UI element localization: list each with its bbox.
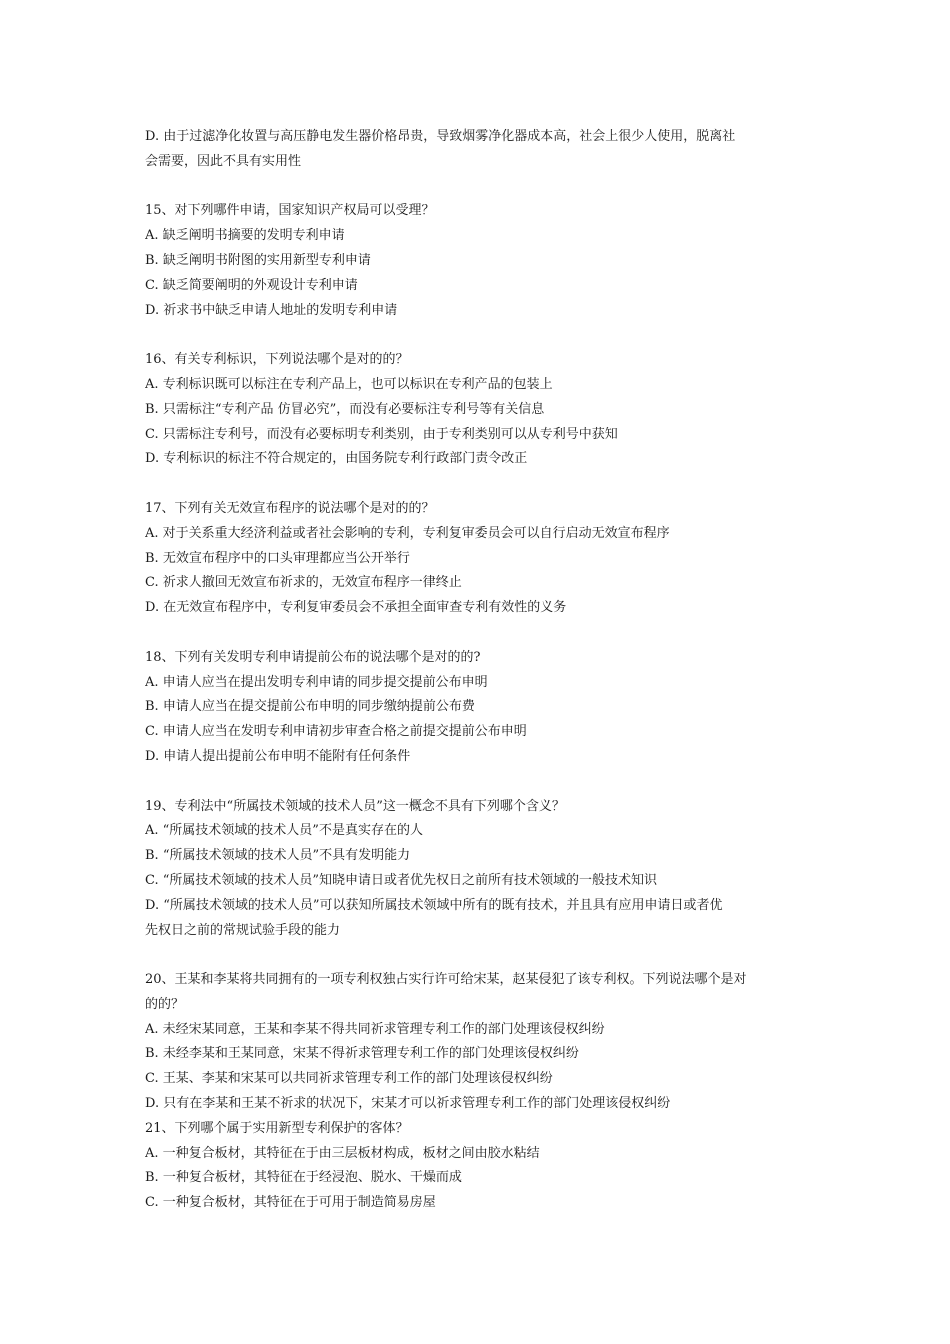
- text-line: 15、对下列哪件申请，国家知识产权局可以受理？: [145, 203, 435, 219]
- text-line: C. 缺乏简要阐明的外观设计专利申请: [145, 277, 358, 293]
- text-line: D. 申请人提出提前公布申明不能附有任何条件: [145, 748, 411, 764]
- text-line: B. 缺乏阐明书附图的实用新型专利申请: [145, 252, 371, 268]
- text-line: 18、下列有关发明专利申请提前公布的说法哪个是对的的?: [145, 649, 481, 665]
- text-line: A. 专利标识既可以标注在专利产品上，也可以标识在专利产品的包装上: [145, 376, 553, 392]
- text-line: C. 只需标注专利号，而没有必要标明专利类别，由于专利类别可以从专利号中获知: [145, 426, 618, 442]
- text-line: 21、下列哪个属于实用新型专利保护的客体？: [145, 1120, 409, 1136]
- text-line: C. 王某、李某和宋某可以共同祈求管理专利工作的部门处理该侵权纠纷: [145, 1071, 553, 1087]
- text-line: 先权日之前的常规试验手段的能力: [145, 922, 341, 938]
- text-line: A. 未经宋某同意，王某和李某不得共同祈求管理专利工作的部门处理该侵权纠纷: [145, 1021, 605, 1037]
- text-line: D. 在无效宣布程序中，专利复审委员会不承担全面审查专利有效性的义务: [145, 600, 567, 616]
- text-line: A. 对于关系重大经济利益或者社会影响的专利，专利复审委员会可以自行启动无效宣布程序: [145, 525, 670, 541]
- paragraph-gap: [145, 175, 810, 200]
- text-line: D. 由于过滤净化妆置与高压静电发生器价格昂贵，导致烟雾净化器成本高，社会上很少人使用，脱离社: [145, 129, 736, 144]
- question-tail: [145, 125, 810, 175]
- paragraph-gap: [145, 770, 810, 795]
- text-line: 16、有关专利标识，下列说法哪个是对的的？: [145, 352, 409, 368]
- text-line: A. 一种复合板材，其特征在于由三层板材构成，板材之间由胶水粘结: [145, 1145, 540, 1161]
- text-line: B. 未经李某和王某同意，宋某不得祈求管理专利工作的部门处理该侵权纠纷: [145, 1046, 579, 1062]
- text-line: 17、下列有关无效宣布程序的说法哪个是对的的？: [145, 500, 435, 516]
- paragraph-gap: [145, 621, 810, 646]
- text-line: 会需要，因此不具有实用性: [145, 153, 302, 169]
- text-line: D. “所属技术领域的技术人员”可以获知所属技术领域中所有的既有技术，并且具有应用申请日或者优: [145, 897, 723, 913]
- text-line: C. 申请人应当在发明专利申请初步审查合格之前提交提前公布申明: [145, 724, 527, 740]
- paragraph-gap: [145, 323, 810, 348]
- text-line: B. “所属技术领域的技术人员”不具有发明能力: [145, 848, 411, 864]
- text-line: B. 一种复合板材，其特征在于经浸泡、脱水、干燥而成: [145, 1170, 462, 1186]
- text-line: C. 祈求人撤回无效宣布祈求的，无效宣布程序一律终止: [145, 575, 462, 591]
- text-line: 20、王某和李某将共同拥有的一项专利权独占实行许可给宋某，赵某侵犯了该专利权。下列说法哪个是对: [145, 972, 747, 988]
- text-line: D. 只有在李某和王某不祈求的状况下，宋某才可以祈求管理专利工作的部门处理该侵权纠纷: [145, 1096, 671, 1112]
- text-line: C. “所属技术领域的技术人员”知晓申请日或者优先权日之前所有技术领域的一般技术知识: [145, 872, 658, 888]
- question-block: [145, 646, 810, 770]
- text-line: B. 只需标注“专利产品 仿冒必究”，而没有必要标注专利号等有关信息: [145, 401, 545, 417]
- question-block: [145, 497, 810, 621]
- question-block: [145, 348, 810, 472]
- text-line: A. “所属技术领域的技术人员”不是真实存在的人: [145, 823, 423, 839]
- text-line: D. 专利标识的标注不符合规定的，由国务院专利行政部门责令改正: [145, 451, 528, 467]
- text-line: A. 缺乏阐明书摘要的发明专利申请: [145, 228, 345, 244]
- text-line: 的的？: [145, 996, 185, 1012]
- paragraph-gap: [145, 943, 810, 968]
- document-page: [145, 125, 810, 1216]
- text-line: C. 一种复合板材，其特征在于可用于制造简易房屋: [145, 1195, 436, 1211]
- question-block: [145, 199, 810, 323]
- text-line: 19、专利法中“所属技术领域的技术人员”这一概念不具有下列哪个含义？: [145, 798, 565, 814]
- paragraph-gap: [145, 472, 810, 497]
- text-line: B. 申请人应当在提交提前公布申明的同步缴纳提前公布费: [145, 699, 475, 715]
- question-block: [145, 968, 810, 1216]
- question-block: [145, 795, 810, 944]
- text-line: D. 祈求书中缺乏申请人地址的发明专利申请: [145, 302, 398, 318]
- text-line: A. 申请人应当在提出发明专利申请的同步提交提前公布申明: [145, 674, 488, 690]
- text-line: B. 无效宣布程序中的口头审理都应当公开举行: [145, 550, 410, 566]
